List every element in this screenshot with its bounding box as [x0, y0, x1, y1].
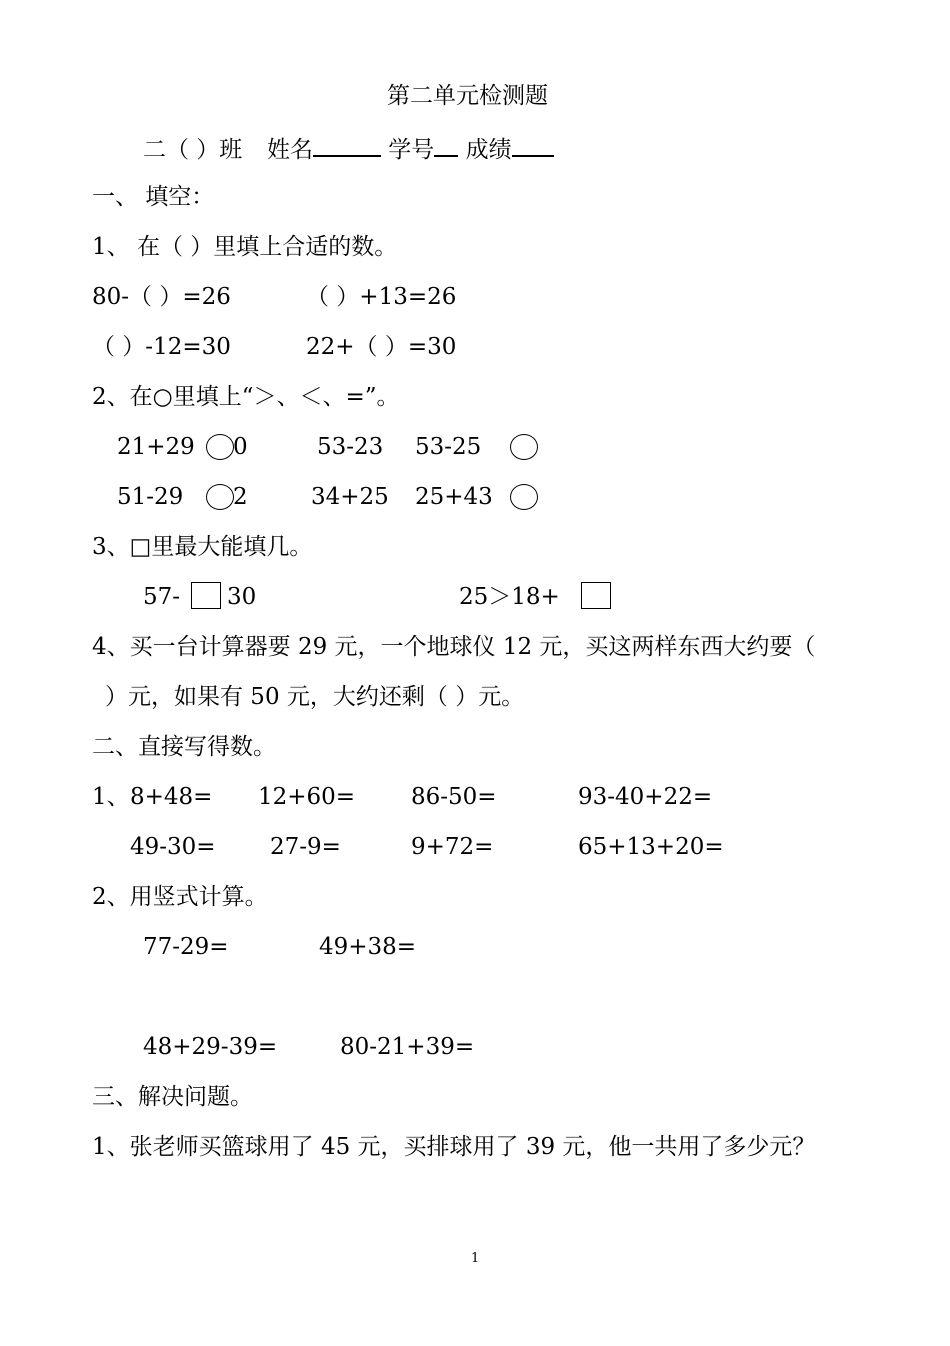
q3-expr-left: 57-	[143, 584, 181, 610]
s1-q4-line2: ）元，如果有 50 元，大约还剩（ ）元。	[105, 684, 525, 710]
page-number: 1	[471, 1251, 480, 1266]
vertical-calc-item: 48+29-39=	[143, 1034, 278, 1060]
compare-expr: 34+25	[311, 484, 389, 510]
name-blank[interactable]	[313, 131, 381, 157]
compare-expr: 2	[233, 484, 248, 510]
mental-math-item: 86-50=	[411, 784, 497, 810]
section-3-heading: 三、解决问题。	[92, 1084, 253, 1110]
page-title: 第二单元检测题	[387, 83, 548, 109]
compare-circle[interactable]	[510, 484, 538, 510]
mental-math-item: 49-30=	[130, 834, 216, 860]
s1-q3-text: 3、□里最大能填几。	[92, 534, 313, 560]
s1-q1-text: 1、 在（ ）里填上合适的数。	[92, 234, 398, 260]
compare-expr: 25+43	[415, 484, 493, 510]
compare-circle[interactable]	[206, 484, 234, 510]
mental-math-item: 12+60=	[258, 784, 356, 810]
s1-q1-item: （ ）-12=30	[92, 334, 231, 360]
mental-math-item: 65+13+20=	[578, 834, 724, 860]
vertical-calc-item: 80-21+39=	[340, 1034, 475, 1060]
s1-q1-item: （ ）+13=26	[306, 284, 457, 310]
compare-expr: 53-25	[415, 434, 482, 460]
mental-math-item: 8+48=	[130, 784, 213, 810]
name-label: 姓名	[266, 137, 313, 163]
mental-math-item: 9+72=	[411, 834, 494, 860]
answer-box[interactable]	[581, 582, 611, 609]
vertical-calc-item: 49+38=	[319, 934, 417, 960]
section-2-heading: 二、直接写得数。	[92, 734, 276, 760]
s1-q1-item: 22+（ ）=30	[306, 334, 457, 360]
q3-expr-right: 30	[227, 584, 257, 610]
section-1-heading: 一、 填空：	[92, 184, 215, 210]
id-blank[interactable]	[434, 131, 458, 157]
compare-expr: 21+29	[117, 434, 195, 460]
compare-expr: 51-29	[117, 484, 184, 510]
score-blank[interactable]	[512, 131, 554, 157]
s3-q1-text: 1、张老师买篮球用了 45 元，买排球用了 39 元，他一共用了多少元？	[92, 1134, 816, 1160]
class-label: 二（ ）班	[143, 137, 243, 163]
mental-math-item: 27-9=	[270, 834, 341, 860]
compare-circle[interactable]	[206, 434, 234, 460]
mental-math-item: 93-40+22=	[578, 784, 713, 810]
compare-expr: 0	[233, 434, 248, 460]
vertical-calc-item: 77-29=	[143, 934, 229, 960]
s1-q2-text: 2、在○里填上“＞、＜、=”。	[92, 384, 400, 410]
score-label: 成绩	[465, 137, 512, 163]
s2-q1-prefix: 1、	[92, 784, 130, 810]
student-info-line	[143, 131, 554, 165]
compare-circle[interactable]	[510, 434, 538, 460]
answer-box[interactable]	[191, 582, 221, 609]
compare-expr: 53-23	[317, 434, 384, 460]
s1-q1-item: 80-（ ）=26	[92, 284, 231, 310]
s1-q4-line1: 4、买一台计算器要 29 元，一个地球仪 12 元，买这两样东西大约要（	[92, 634, 816, 660]
q3-expr-left: 25＞18+	[459, 584, 560, 610]
s2-q2-text: 2、用竖式计算。	[92, 884, 268, 910]
id-label: 学号	[388, 137, 435, 163]
